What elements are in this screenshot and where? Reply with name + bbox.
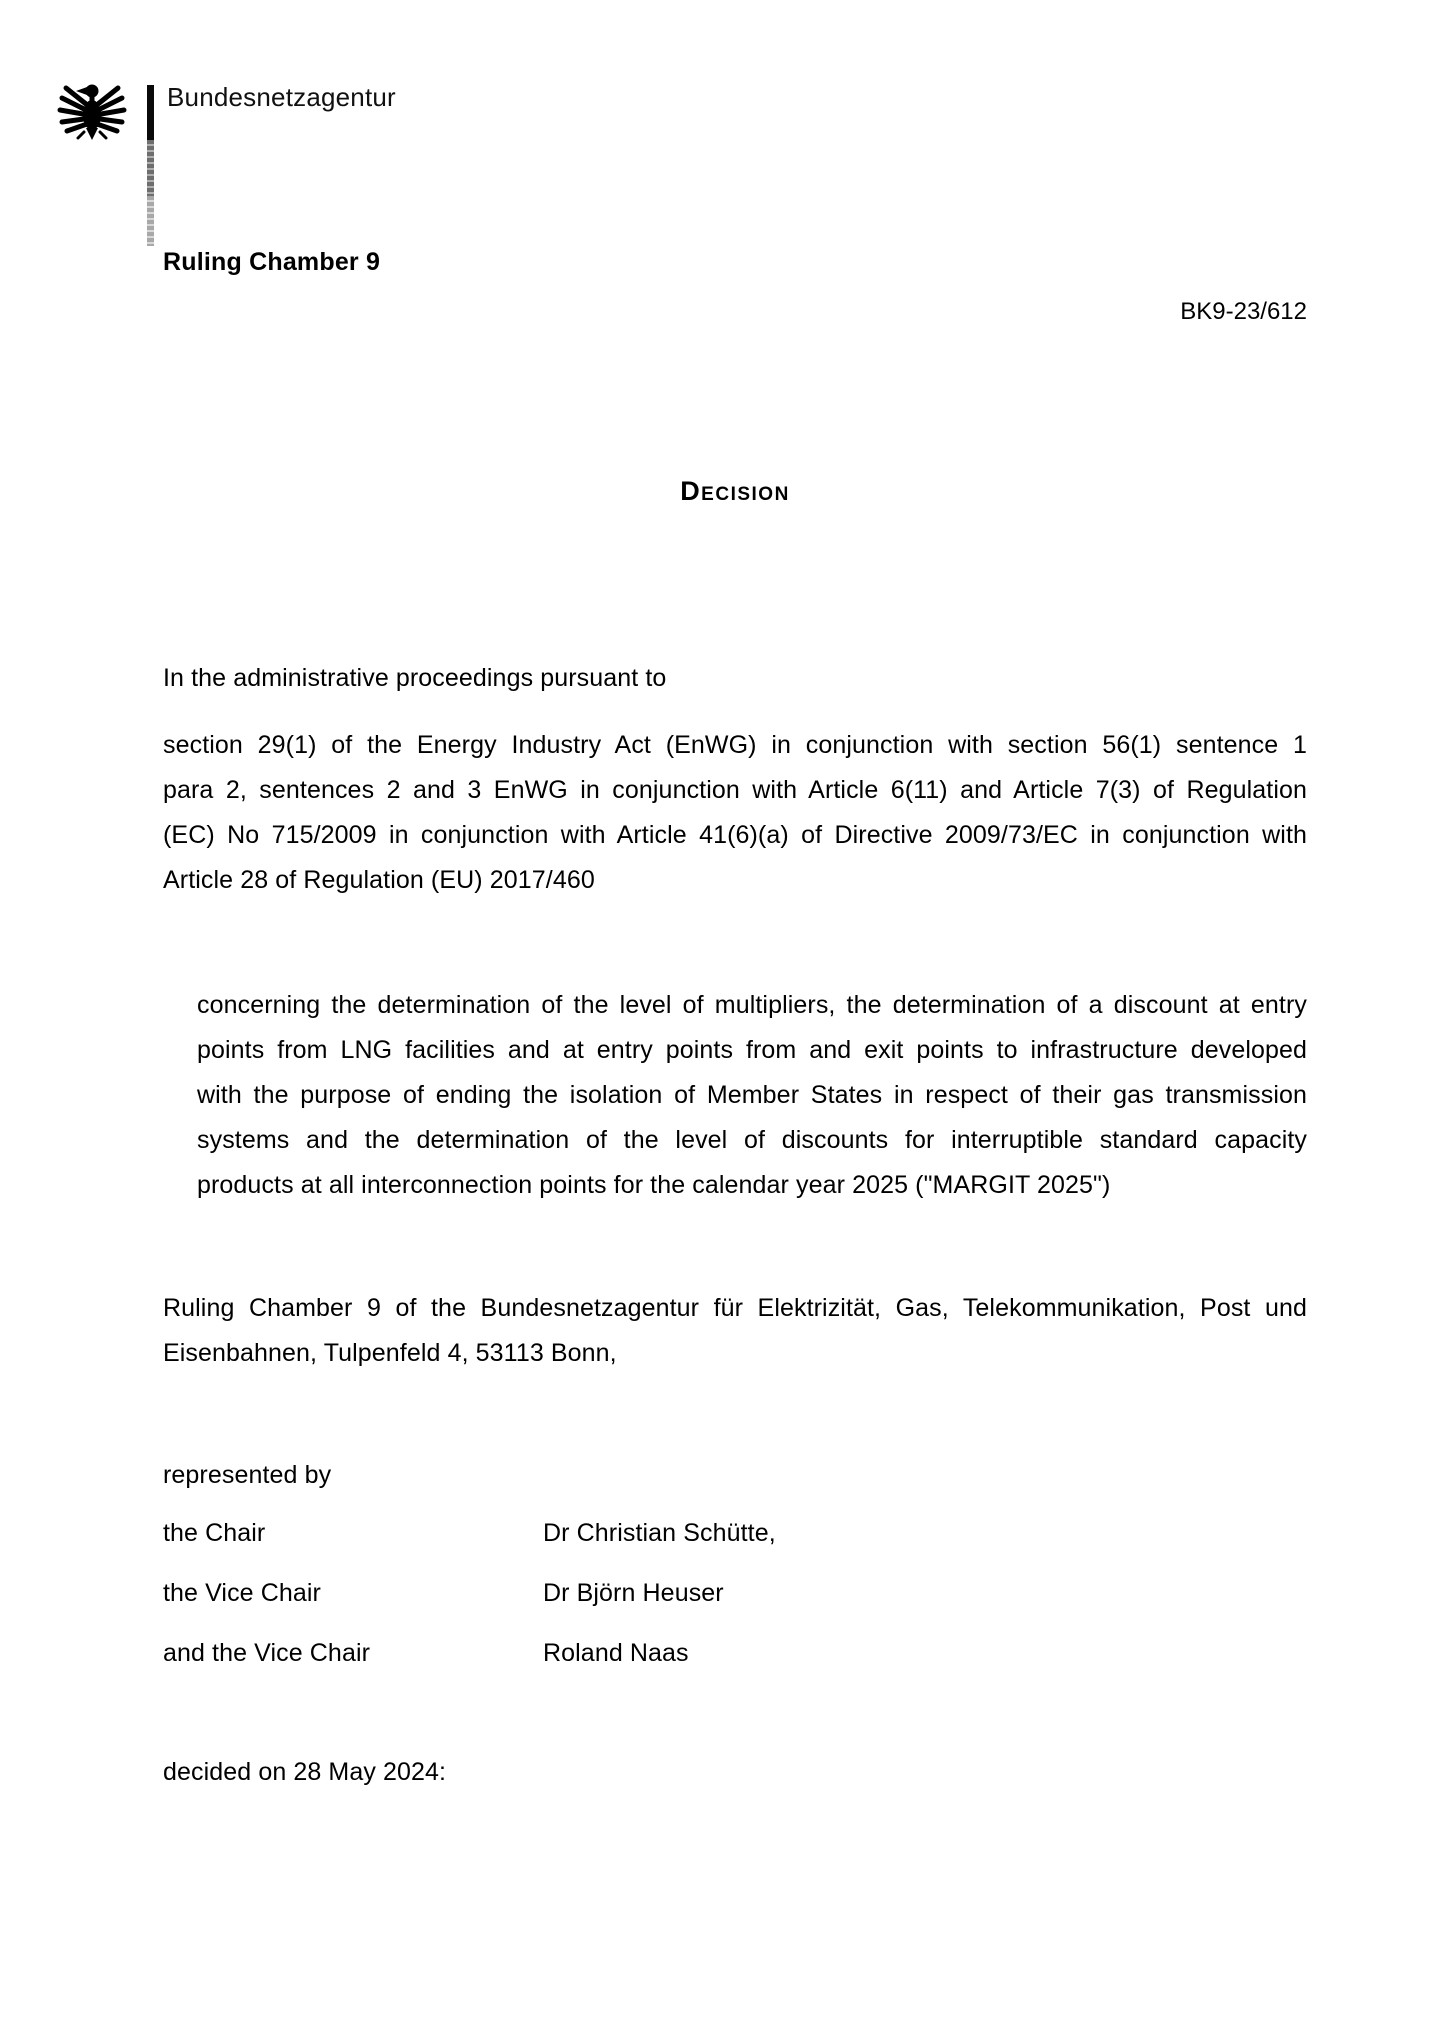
subject-line: concerning the determination of the level of multipliers, the determination of a discount at entry [197,991,1307,1019]
chamber-address-line: Eisenbahnen, Tulpenfeld 4, 53113 Bonn, [163,1339,617,1367]
representative-name: Roland Naas [543,1639,689,1667]
legal-basis-line: (EC) No 715/2009 in conjunction with Article 41(6)(a) of Directive 2009/73/EC in conjunction with [163,821,1307,849]
decision-title: Decision [680,476,790,506]
logo-bar-middle [147,140,154,196]
federal-eagle-icon [56,78,128,144]
represented-by-label: represented by [163,1461,332,1489]
subject-line: systems and the determination of the level of discounts for interruptible standard capacity [197,1126,1307,1154]
subject-line: points from LNG facilities and at entry points from and exit points to infrastructure developed [197,1036,1307,1064]
representative-role: the Chair [163,1519,266,1547]
logo-bar-top [147,85,154,140]
logo-bar-bottom [147,196,154,246]
proceedings-intro: In the administrative proceedings pursuant to [163,664,667,692]
decision-date: decided on 28 May 2024: [163,1758,447,1786]
legal-basis-paragraph [163,723,1307,903]
legal-basis-line: para 2, sentences 2 and 3 EnWG in conjunction with Article 6(11) and Article 7(3) of Regulation [163,776,1307,804]
subject-line: products at all interconnection points for the calendar year 2025 ("MARGIT 2025") [197,1171,1111,1199]
representative-role: the Vice Chair [163,1579,321,1607]
case-number: BK9-23/612 [1180,298,1307,325]
subject-line: with the purpose of ending the isolation of Member States in respect of their gas transmission [197,1081,1307,1109]
subject-paragraph [197,983,1307,1208]
legal-basis-line: section 29(1) of the Energy Industry Act (EnWG) in conjunction with section 56(1) sentence 1 [163,731,1307,759]
chamber-address-paragraph [163,1286,1307,1376]
representative-name: Dr Björn Heuser [543,1579,724,1607]
chamber-address-line: Ruling Chamber 9 of the Bundesnetzagentur für Elektrizität, Gas, Telekommunikation, Post und [163,1294,1307,1322]
agency-wordmark: Bundesnetzagentur [167,82,396,112]
chamber-label: Ruling Chamber 9 [163,248,381,276]
representative-role: and the Vice Chair [163,1639,371,1667]
logo-divider-bar [147,85,154,246]
legal-basis-line: Article 28 of Regulation (EU) 2017/460 [163,866,595,894]
representative-name: Dr Christian Schütte, [543,1519,776,1547]
